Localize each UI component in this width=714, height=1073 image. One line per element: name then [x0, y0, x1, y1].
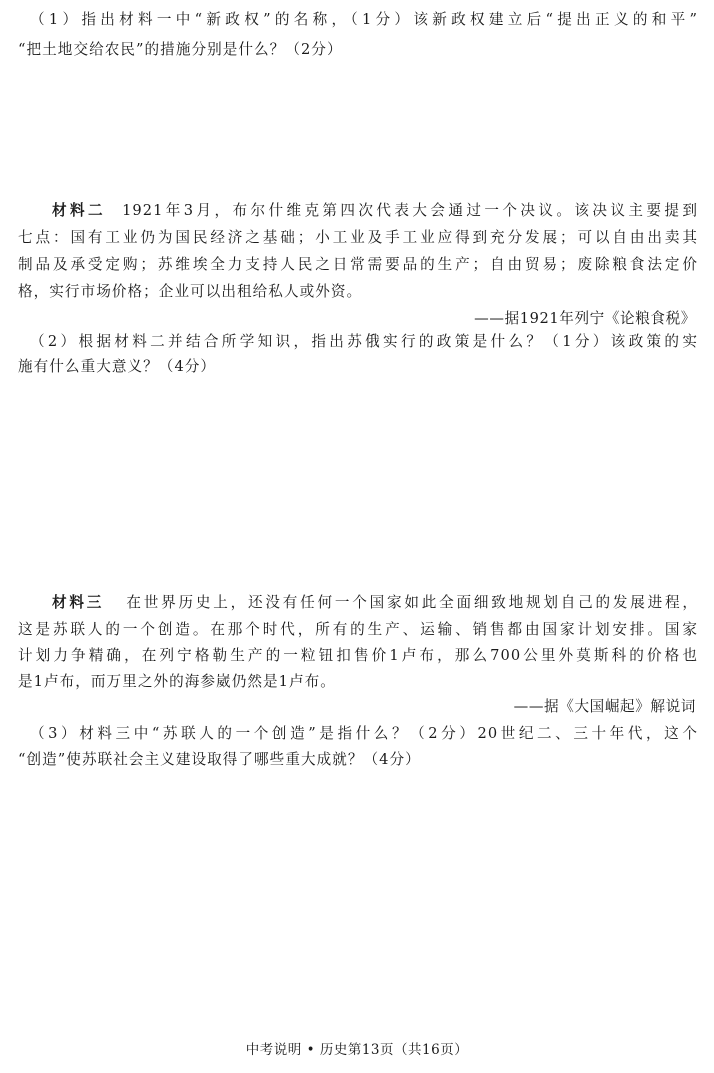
material-3-line-4: 是1卢布，而万里之外的海参崴仍然是1卢布。	[18, 673, 336, 690]
material-2-source: ——据1921年列宁《论粮食税》	[474, 310, 696, 327]
material-3-line-1	[52, 593, 698, 613]
material-2-line-2: 七点：国有工业仍为国民经济之基础；小工业及手工业应得到充分发展；可以自由出卖其	[18, 229, 698, 246]
question-1-line-1: （1）指出材料一中“新政权”的名称，（1分）该新政权建立后“提出正义的和平”	[30, 11, 698, 28]
material-2-label: 材料二	[52, 202, 106, 219]
question-2-line-1: （2）根据材料二并结合所学知识，指出苏俄实行的政策是什么？（1分）该政策的实	[30, 333, 698, 350]
question-1-line-2: “把土地交给农民”的措施分别是什么？（2分）	[18, 41, 343, 58]
question-2-line-2: 施有什么重大意义？（4分）	[18, 358, 217, 375]
material-2-text-1: 1921年3月，布尔什维克第四次代表大会通过一个决议。该决议主要提到	[122, 202, 698, 219]
material-3-line-2: 这是苏联人的一个创造。在那个时代，所有的生产、运输、销售都由国家计划安排。国家	[18, 621, 698, 638]
material-3-source: ——据《大国崛起》解说词	[513, 698, 696, 715]
material-3-line-3: 计划力争精确，在列宁格勒生产的一粒钮扣售价1卢布，那么700公里外莫斯科的价格也	[18, 647, 698, 664]
question-3-line-2: “创造”使苏联社会主义建设取得了哪些重大成就？（4分）	[18, 751, 421, 768]
question-3-line-1: （3）材料三中“苏联人的一个创造”是指什么？（2分）20世纪二、三十年代，这个	[30, 725, 698, 742]
material-2-line-4: 格，实行市场价格；企业可以出租给私人或外资。	[18, 283, 363, 300]
material-3-label: 材料三	[52, 594, 105, 611]
material-3-text-1: 在世界历史上，还没有任何一个国家如此全面细致地规划自己的发展进程，	[126, 594, 698, 611]
material-2-line-3: 制品及承受定购；苏维埃全力支持人民之日常需要品的生产；自由贸易；废除粮食法定价	[18, 256, 698, 273]
material-2-line-1	[52, 201, 698, 221]
page-footer: 中考说明 • 历史第13页（共16页）	[245, 1042, 469, 1058]
